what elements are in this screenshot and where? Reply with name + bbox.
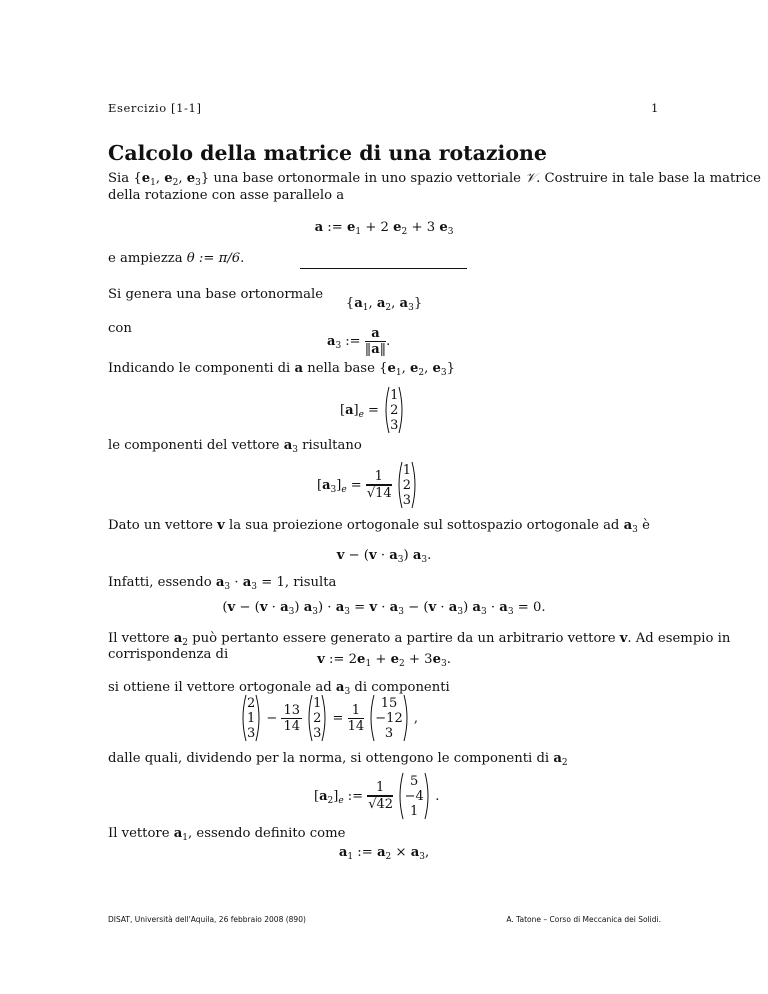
e-acc-text: è [642,518,650,533]
right-paren-icon [255,694,262,742]
eq-basis: {$a_1$, $a_2$, $a_3$} [345,296,423,313]
right-paren-icon [398,386,405,434]
a3-frac-num: 1 [366,469,392,485]
right-paren-icon [411,461,418,509]
a-comp-repeat-1: 1 [313,695,322,711]
le-componenti-line: le componenti del vettore $a_3$ risultano [108,438,362,455]
separator-rule [300,268,467,269]
footer-right: A. Tatone – Corso di Meccanica dei Solidi. [506,915,661,924]
le-comp-text: le componenti del vettore [108,438,280,453]
a-comp-1: 1 [390,387,399,403]
il-vettore-text: Il vettore [108,631,170,646]
indicando-line: Indicando le componenti di a nella base {$e_1$, $e_2$, $e_3$} [108,361,456,378]
a-comp-repeat-3: 3 [313,725,322,741]
ampiezza-text: e ampiezza [108,251,183,266]
v-comp-2: 1 [247,710,256,726]
left-paren-icon [397,772,404,820]
puo-text: può pertanto essere generato a partire da un arbitrario vettore [192,631,616,646]
intro-line-2: della rotazione con asse parallelo a [108,188,345,203]
eq-a1-definition: $a_1$ := $a_2 \times a_3$, [338,845,430,862]
res-num: 1 [348,703,365,719]
left-paren-icon [368,694,375,742]
right-paren-icon [403,694,410,742]
right-paren-icon [424,772,431,820]
eq-a-components: $[a]_e$ = 1 2 3 [340,386,405,434]
il-vettore-a2-line: Il vettore $a_2$ può pertanto essere generato a partire da un arbitrario vettore v. Ad esempio in [108,631,731,648]
theta-value: θ := π/6. [186,251,245,266]
eq-a-definition: a := $e_1 + 2$ $e_2 + 3$ $e_3$ [314,220,454,237]
left-paren-icon [396,461,403,509]
v-comp-3: 3 [247,725,256,741]
il-vettore-a1-line: Il vettore $a_1$, essendo definito come [108,826,346,843]
vp-comp-3: 3 [384,725,394,741]
a3-comp-3: 3 [402,492,412,508]
a2-frac-den: √42 [368,797,394,812]
a-comp-repeat-2: 2 [313,710,322,726]
coef-den: 14 [283,718,300,734]
di-componenti-text: di componenti [354,680,450,695]
corrispondenza-text: corrispondenza di [108,647,229,662]
si-ottiene-text: si ottiene il vettore ortogonale ad [108,680,332,695]
indicando-text: Indicando le componenti di [108,361,291,376]
il-vettore-a1-text: Il vettore [108,826,170,841]
intro-end-text: . Costruire in tale base la matrice [536,171,761,186]
ampiezza-line [108,251,244,267]
left-paren-icon [383,386,390,434]
a-comp-3: 3 [390,417,399,433]
dato2-text: la sua proiezione ortogonale sul sottospazio ortogonale ad [229,518,620,533]
a2-comp-3: 1 [410,803,419,819]
eq-a2-components: $[a_2]_e$ := $\frac{1}{√42}$ 5 −4 1 . [314,773,440,819]
si-ottiene-line: si ottiene il vettore ortogonale ad $a_3$ di componenti [108,680,450,697]
eq-orthogonality: ($v - (v \cdot a_3)$ $a_3) \cdot a_3 = v \cdot a_3 - (v \cdot a_3)$ $a_3 \cdot a_3 = 0$. [222,600,546,617]
footer-left: DISAT, Università dell'Aquila, 26 febbraio 2008 (890) [108,915,306,924]
eq-projection: $v - (v \cdot a_3)$ $a_3$. [336,548,432,565]
left-paren-icon [306,694,313,742]
running-header: Esercizio [1-1] [108,101,202,115]
a2-comp-2: −4 [404,788,424,804]
ad-esempio-text: . Ad esempio in [627,631,731,646]
vp-comp-1: 15 [380,695,398,711]
si-genera-text: Si genera una base ortonormale [108,287,324,302]
intro-line-1: Sia {$e_1$, $e_2$, $e_3$} una base ortonormale in uno spazio vettoriale 𝒱. Costruire in tale base la matrice [108,171,761,188]
page-number: 1 [651,101,659,115]
risulta-text: risulta [293,575,337,590]
a3-comp-1: 1 [402,462,412,478]
a2-comp-1: 5 [410,773,419,789]
dalle-quali-text: dalle quali, dividendo per la norma, si ottengono le componenti di [108,751,550,766]
page-title: Calcolo della matrice di una rotazione [108,141,547,165]
infatti-text: Infatti, essendo [108,575,212,590]
con-text: con [108,321,132,336]
coef-num: 13 [283,702,300,718]
dato-line: Dato un vettore v la sua proiezione ortogonale sul sottospazio ortogonale ad $a_3$ è [108,518,650,535]
v-comp-1: 2 [247,695,256,711]
a3-frac-den: √14 [366,486,392,501]
risultano-text: risultano [302,438,362,453]
nella-base-text: nella base [307,361,375,376]
a2-frac-num: 1 [367,780,393,796]
infatti-line: Infatti, essendo $a_3 \cdot a_3 = 1$, risulta [108,575,337,592]
left-paren-icon [240,694,247,742]
sia-text: Sia [108,171,130,186]
intro-rest-text: una base ortonormale in uno spazio vettoriale [213,171,521,186]
essendo-definito-text: , essendo definito come [188,826,346,841]
dalle-quali-line: dalle quali, dividendo per la norma, si ottengono le componenti di $a_2$ [108,751,568,768]
vp-comp-2: −12 [375,710,403,726]
right-paren-icon [321,694,328,742]
res-den: 14 [347,718,365,734]
a-comp-2: 2 [390,402,399,418]
eq-v-definition: v := $2e_1 + e_2 + 3e_3$. [317,652,451,669]
eq-v-projection-components: 2 1 3 − $\frac{13}{14}$ 1 2 3 = $\frac{1}{14}$ 15 −12 3 , [240,694,418,742]
a3-comp-2: 2 [402,477,412,493]
eq-a3-definition: $a_3$ := $\frac{a}{‖a‖}$ . [327,326,391,357]
dato-text: Dato un vettore [108,518,213,533]
eq-a3-components: $[a_3]_e$ = $\frac{1}{√14}$ 1 2 3 [317,461,418,509]
